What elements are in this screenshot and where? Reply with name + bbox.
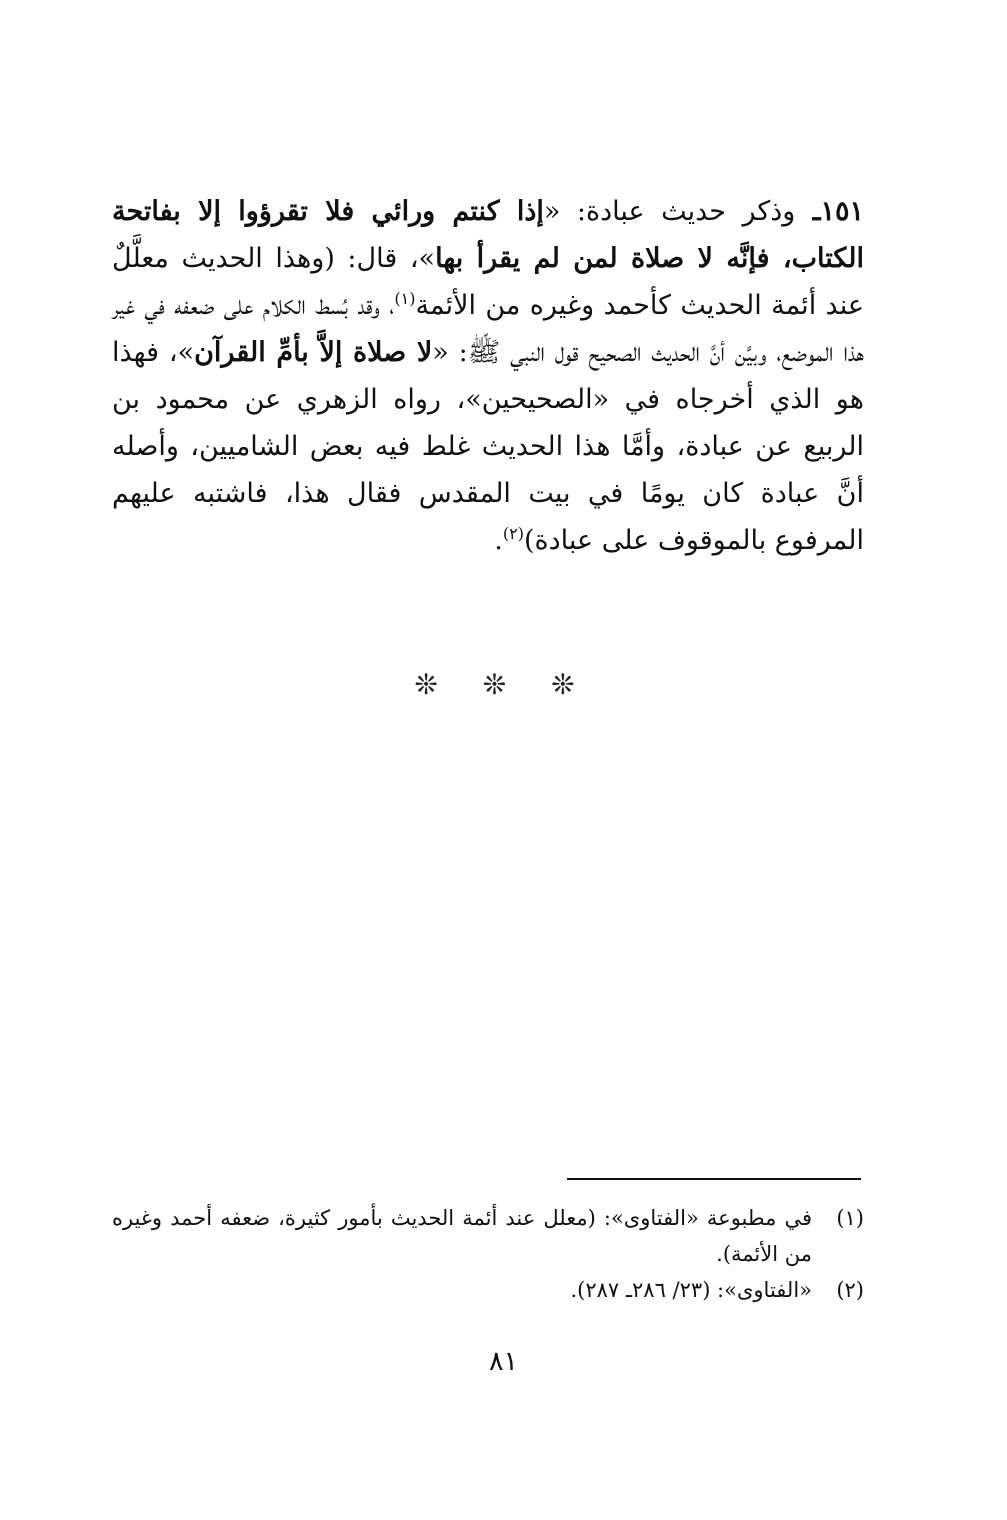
footnote-ref-1: (١): [394, 289, 416, 308]
footnote-1: [112, 1200, 864, 1272]
paragraph-151: [112, 188, 864, 564]
footnote-divider: [567, 1178, 861, 1180]
footnote-text: في مطبوعة «الفتاوى»: (معلل عند أئمة الحديث بأمور كثيرة، ضعفه أحمد وغيره من الأئمة).: [112, 1206, 812, 1266]
paragraph-number: ١٥١: [820, 196, 864, 227]
section-separator: ❊ ❊ ❊: [414, 668, 593, 701]
footnote-ref-2: (٢): [502, 524, 524, 543]
paragraph-intro: وذكر حديث عبادة: «: [543, 196, 796, 227]
footnote-number: (٢): [836, 1278, 864, 1302]
hadith-quote-1: إذا كنتم ورائي فلا تقرؤوا إلا بفاتحة الكتاب، فإنَّه لا صلاة لمن لم يقرأ بها: [112, 196, 865, 274]
footnote-number: (١): [836, 1206, 864, 1230]
footnote-2: [112, 1272, 864, 1308]
paragraph-middle: ، وقد بُسط الكلام على ضعفه في غير هذا الموضع، وبيَّن أنَّ الحديث الصحيح قول النبي ﷺ: «: [112, 290, 865, 368]
hadith-quote-2: لا صلاة إلاَّ بأمِّ القرآن: [194, 337, 433, 368]
footnotes: [112, 1200, 864, 1308]
paragraph-closing: »، فهذا هو الذي أخرجاه في «الصحيحين»، رواه الزهري عن محمود بن الربيع عن عبادة، وأمَّا هذا الحديث غلط فيه بعض الشاميين، وأصله أنَّ عبادة كان يومًا في بيت المقدس فقال هذا، فاشتبه عليهم المرفوع بالموقوف على عبادة): [112, 337, 864, 556]
page-number: ٨١: [488, 1346, 518, 1377]
paragraph-dash: ـ: [795, 196, 821, 227]
paragraph-end: .: [494, 525, 503, 556]
footnote-text: «الفتاوى»: (٢٣/ ٢٨٦ـ ٢٨٧).: [570, 1278, 812, 1302]
paragraph-after-hadith-1: »، قال: (وهذا الحديث معلَّلٌ عند أئمة الحديث كأحمد وغيره من الأئمة: [112, 243, 864, 321]
